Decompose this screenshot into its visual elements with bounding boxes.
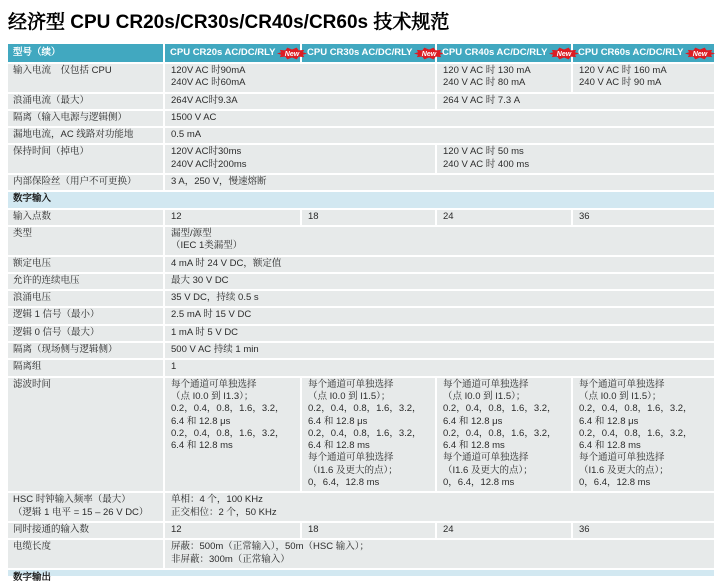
header-model-cell: 型号（续） — [8, 44, 165, 64]
spec-label: HSC 时钟输入频率（最大） （逻辑 1 电平 = 15 – 26 V DC） — [8, 493, 165, 523]
spec-label: 允许的连续电压 — [8, 274, 165, 291]
spec-label: 额定电压 — [8, 257, 165, 274]
spec-value: 36 — [573, 523, 714, 540]
spec-value: 120 V AC 时 50 ms 240 V AC 时 400 ms — [437, 145, 714, 175]
spec-table-body — [8, 64, 714, 570]
spec-label: 输入电流 仅包括 CPU — [8, 64, 165, 94]
table-row — [8, 145, 714, 175]
spec-label: 逻辑 1 信号（最小） — [8, 308, 165, 325]
header-cr20s-cell — [165, 44, 302, 64]
spec-value: 每个通道可单独选择 （点 I0.0 到 I1.5）； 0.2，0.4，0.8，1.6，3.2， 6.4 和 12.8 μs 0.2，0.4，0.8，1.6，3.2， 6.4 和 12.8 ms 每个通道可单独选择 （I1.6 及更大的点）； 0，6.4，12.8 ms — [302, 378, 437, 494]
table-row — [8, 64, 714, 94]
new-badge-icon — [549, 47, 579, 60]
new-badge-label: New — [557, 51, 572, 59]
header-cr30s-cell — [302, 44, 437, 64]
spec-value: 24 — [437, 210, 573, 227]
page-title: 经济型 CPU CR20s/CR30s/CR40s/CR60s 技术规范 — [8, 12, 450, 33]
spec-label: 滤波时间 — [8, 378, 165, 494]
table-row — [8, 291, 714, 308]
table-row — [8, 360, 714, 377]
spec-table — [8, 44, 714, 570]
new-badge-icon — [277, 47, 307, 60]
spec-value: 24 — [437, 523, 573, 540]
spec-value: 最大 30 V DC — [165, 274, 714, 291]
spec-value: 35 V DC，持续 0.5 s — [165, 291, 714, 308]
spec-label: 隔离组 — [8, 360, 165, 377]
section-header: 数字输入 — [8, 192, 714, 209]
spec-value: 12 — [165, 523, 302, 540]
spec-value: 18 — [302, 210, 437, 227]
table-row — [8, 111, 714, 128]
spec-value: 单相：4 个，100 KHz 正交相位：2 个，50 KHz — [165, 493, 714, 523]
spec-label: 内部保险丝（用户不可更换） — [8, 175, 165, 192]
table-row — [8, 128, 714, 145]
spec-value: 1 — [165, 360, 714, 377]
table-header-row — [8, 44, 714, 64]
table-row — [8, 192, 714, 209]
header-cr60s-cell — [573, 44, 714, 64]
spec-label: 逻辑 0 信号（最大） — [8, 326, 165, 343]
new-badge-label: New — [693, 51, 708, 59]
table-row — [8, 523, 714, 540]
header-cr60s-label: CPU CR60s AC/DC/RLY — [578, 47, 684, 59]
spec-label: 浪涌电流（最大） — [8, 94, 165, 111]
spec-value: 120 V AC 时 160 mA 240 V AC 时 90 mA — [573, 64, 714, 94]
table-row — [8, 378, 714, 494]
spec-value: 4 mA 时 24 V DC，额定值 — [165, 257, 714, 274]
spec-label: 类型 — [8, 227, 165, 257]
spec-value: 每个通道可单独选择 （点 I0.0 到 I1.3）； 0.2，0.4，0.8，1.6，3.2， 6.4 和 12.8 μs 0.2，0.4，0.8，1.6，3.2， 6.4 和 12.8 ms — [165, 378, 302, 494]
table-row — [8, 227, 714, 257]
spec-value: 12 — [165, 210, 302, 227]
spec-value: 0.5 mA — [165, 128, 714, 145]
spec-value: 每个通道可单独选择 （点 I0.0 到 I1.5）； 0.2，0.4，0.8，1.6，3.2， 6.4 和 12.8 μs 0.2，0.4，0.8，1.6，3.2， 6.4 和 12.8 ms 每个通道可单独选择 （I1.6 及更大的点）； 0，6.4，12.8 ms — [437, 378, 573, 494]
spec-value: 屏蔽：500m（正常输入），50m（HSC 输入）； 非屏蔽：300m（正常输入） — [165, 540, 714, 570]
new-badge-label: New — [422, 51, 437, 59]
table-row — [8, 540, 714, 570]
clipped-section-bar — [8, 570, 714, 583]
spec-value: 264 V AC 时 7.3 A — [437, 94, 714, 111]
table-row — [8, 257, 714, 274]
spec-label: 保持时间（掉电） — [8, 145, 165, 175]
spec-value: 120 V AC 时 130 mA 240 V AC 时 80 mA — [437, 64, 573, 94]
spec-label: 隔离（现场侧与逻辑侧） — [8, 343, 165, 360]
spec-label: 输入点数 — [8, 210, 165, 227]
spec-value: 500 V AC 持续 1 min — [165, 343, 714, 360]
table-row — [8, 493, 714, 523]
table-row — [8, 326, 714, 343]
spec-value: 3 A，250 V，慢速熔断 — [165, 175, 714, 192]
spec-value: 120V AC时30ms 240V AC时200ms — [165, 145, 437, 175]
header-cr20s-label: CPU CR20s AC/DC/RLY — [170, 47, 276, 59]
table-row — [8, 210, 714, 227]
spec-value: 36 — [573, 210, 714, 227]
table-row — [8, 343, 714, 360]
spec-label: 同时接通的输入数 — [8, 523, 165, 540]
new-badge-label: New — [285, 51, 300, 59]
table-row — [8, 308, 714, 325]
spec-label: 浪涌电压 — [8, 291, 165, 308]
page — [0, 11, 720, 583]
spec-label: 电缆长度 — [8, 540, 165, 570]
table-row — [8, 274, 714, 291]
spec-value: 18 — [302, 523, 437, 540]
spec-label: 隔离（输入电源与逻辑侧） — [8, 111, 165, 128]
spec-value: 每个通道可单独选择 （点 I0.0 到 I1.5）； 0.2，0.4，0.8，1.6，3.2， 6.4 和 12.8 μs 0.2，0.4，0.8，1.6，3.2， 6.4 和 12.8 ms 每个通道可单独选择 （I1.6 及更大的点）； 0，6.4，12.8 ms — [573, 378, 714, 494]
table-row — [8, 94, 714, 111]
spec-value: 1 mA 时 5 V DC — [165, 326, 714, 343]
spec-value: 2.5 mA 时 15 V DC — [165, 308, 714, 325]
new-badge-icon — [414, 47, 444, 60]
spec-value: 264V AC时9.3A — [165, 94, 437, 111]
spec-value: 120V AC 时90mA 240V AC 时60mA — [165, 64, 437, 94]
spec-value: 1500 V AC — [165, 111, 714, 128]
header-cr40s-label: CPU CR40s AC/DC/RLY — [442, 47, 548, 59]
table-row — [8, 175, 714, 192]
header-cr40s-cell — [437, 44, 573, 64]
new-badge-icon — [685, 47, 715, 60]
header-cr30s-label: CPU CR30s AC/DC/RLY — [307, 47, 413, 59]
clipped-section-label: 数字输出 — [13, 571, 52, 583]
spec-label: 漏地电流，AC 线路对功能地 — [8, 128, 165, 145]
spec-value: 漏型/源型 （IEC 1类漏型） — [165, 227, 714, 257]
